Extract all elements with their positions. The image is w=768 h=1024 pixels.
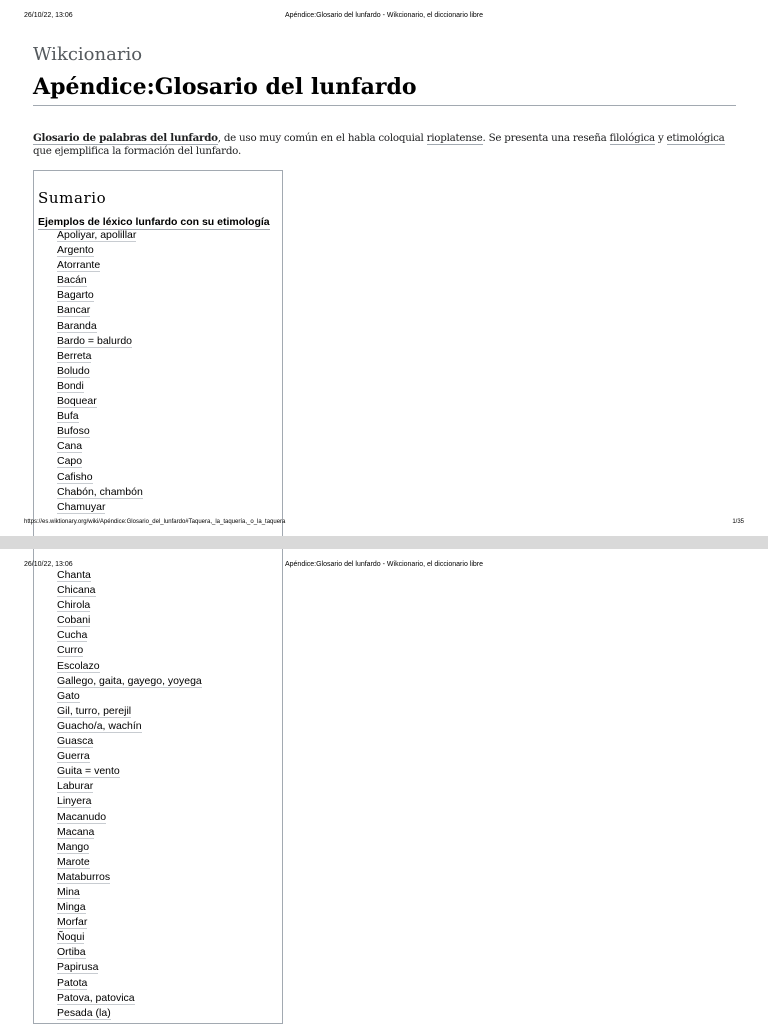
toc-item-link[interactable]: Patota [57, 976, 88, 989]
print-url: https://es.wiktionary.org/wiki/Apéndice:Glosario_del_lunfardo#Taquera,_la_taquería,_o_la_taquera [24, 519, 286, 525]
toc-item [57, 750, 202, 765]
toc-item [57, 705, 202, 720]
toc-item [57, 1007, 202, 1022]
toc-item [57, 229, 143, 244]
toc-item-link[interactable]: Papirusa [57, 961, 99, 974]
toc-list [57, 569, 202, 1022]
print-title: Apéndice:Glosario del lunfardo - Wikcionario, el diccionario libre [284, 561, 484, 568]
toc-item [57, 826, 202, 841]
toc-list [57, 229, 143, 516]
toc-item-link[interactable]: Escolazo [57, 659, 100, 672]
intro-text-4: que ejemplifica la formación del lunfardo. [33, 145, 241, 157]
toc-item [57, 274, 143, 289]
toc-item [57, 735, 202, 750]
toc-item-link[interactable]: Bagarto [57, 289, 94, 302]
toc-item-link[interactable]: Capo [57, 455, 83, 468]
toc-item [57, 992, 202, 1007]
toc-item [57, 395, 143, 410]
toc-item-link[interactable]: Marote [57, 855, 90, 868]
toc-item-link[interactable]: Mango [57, 840, 90, 853]
toc-item [57, 765, 202, 780]
toc-item-link[interactable]: Gil, turro, perejil [57, 704, 132, 717]
toc-item-link[interactable]: Boludo [57, 364, 90, 377]
toc-item-link[interactable]: Bufoso [57, 425, 90, 438]
intro-bold-link[interactable]: Glosario de palabras del lunfardo [33, 132, 218, 144]
toc-item [57, 901, 202, 916]
toc-item-link[interactable]: Boquear [57, 395, 97, 408]
toc-item-link[interactable]: Atorrante [57, 259, 101, 272]
toc-item [57, 425, 143, 440]
toc-item-link[interactable]: Macanudo [57, 810, 107, 823]
toc-item-link[interactable]: Argento [57, 244, 94, 257]
toc-item [57, 614, 202, 629]
print-date: 26/10/22, 13:06 [24, 561, 73, 568]
toc-item [57, 410, 143, 425]
toc-item [57, 365, 143, 380]
toc-item-link[interactable]: Guerra [57, 750, 90, 763]
toc-item [57, 780, 202, 795]
toc-item-link[interactable]: Gallego, gaita, gayego, yoyega [57, 674, 202, 687]
toc-item [57, 841, 202, 856]
toc-item [57, 440, 143, 455]
page-title: Apéndice:Glosario del lunfardo [33, 74, 417, 100]
toc-item-link[interactable]: Ñoqui [57, 931, 85, 944]
toc-item-link[interactable]: Macana [57, 825, 95, 838]
toc-item [57, 675, 202, 690]
toc-item-link[interactable]: Cobani [57, 614, 91, 627]
toc-item [57, 856, 202, 871]
toc-item [57, 886, 202, 901]
toc-item-link[interactable]: Pesada (la) [57, 1006, 111, 1019]
toc-item [57, 811, 202, 826]
toc-item-link[interactable]: Guacho/a, wachín [57, 719, 142, 732]
toc-item [57, 644, 202, 659]
toc-item-link[interactable]: Chabón, chambón [57, 485, 143, 498]
toc-item [57, 501, 143, 516]
toc-item [57, 380, 143, 395]
toc-item-link[interactable]: Laburar [57, 780, 94, 793]
toc-item-link[interactable]: Guita = vento [57, 765, 120, 778]
toc-item [57, 629, 202, 644]
toc-item-link[interactable]: Chicana [57, 584, 96, 597]
toc-item-link[interactable]: Morfar [57, 916, 88, 929]
toc-item-link[interactable]: Bardo = balurdo [57, 334, 133, 347]
intro-paragraph [33, 132, 743, 158]
toc-item [57, 931, 202, 946]
intro-text-1: , de uso muy común en el habla coloquial [217, 132, 427, 144]
toc-item [57, 795, 202, 810]
toc-item-link[interactable]: Guasca [57, 735, 94, 748]
toc-item-link[interactable]: Baranda [57, 319, 97, 332]
site-name[interactable]: Wikcionario [33, 44, 143, 65]
toc-item [57, 977, 202, 992]
toc-item [57, 720, 202, 735]
print-header [24, 12, 744, 24]
toc-item-link[interactable]: Minga [57, 901, 86, 914]
toc-item [57, 871, 202, 886]
toc-item-link[interactable]: Bancar [57, 304, 91, 317]
toc-item-link[interactable]: Linyera [57, 795, 92, 808]
link-filologica[interactable]: filológica [609, 132, 655, 144]
toc-item-link[interactable]: Ortiba [57, 946, 86, 959]
toc-item [57, 320, 143, 335]
toc-item [57, 946, 202, 961]
toc-item-link[interactable]: Gato [57, 689, 80, 702]
toc-item [57, 660, 202, 675]
toc-item-link[interactable]: Chamuyar [57, 500, 106, 513]
toc-item [57, 350, 143, 365]
intro-text-2: . Se presenta una reseña [482, 132, 610, 144]
toc-item-link[interactable]: Apoliyar, apolillar [57, 229, 137, 241]
toc-item [57, 471, 143, 486]
toc-item [57, 304, 143, 319]
toc-item-link[interactable]: Curro [57, 644, 84, 657]
toc-item [57, 486, 143, 501]
toc-item-link[interactable]: Bufa [57, 410, 79, 423]
toc-item [57, 599, 202, 614]
toc-item-link[interactable]: Chanta [57, 569, 91, 581]
toc-item [57, 584, 202, 599]
print-header [24, 561, 744, 573]
toc-item [57, 259, 143, 274]
toc-item-link[interactable]: Mina [57, 885, 80, 898]
toc-item [57, 961, 202, 976]
table-of-contents-continued [33, 549, 283, 1024]
title-divider [33, 105, 736, 106]
toc-item-link[interactable]: Bondi [57, 379, 84, 392]
pdf-page-2 [0, 549, 768, 1024]
toc-item [57, 916, 202, 931]
print-title: Apéndice:Glosario del lunfardo - Wikcionario, el diccionario libre [284, 12, 484, 19]
toc-item-link[interactable]: Patova, patovica [57, 991, 135, 1004]
toc-item-link[interactable]: Chirola [57, 599, 91, 612]
toc-item [57, 244, 143, 259]
toc-item-link[interactable]: Mataburros [57, 870, 111, 883]
print-footer [24, 519, 744, 529]
intro-text-3: y [654, 132, 667, 144]
toc-item [57, 455, 143, 470]
table-of-contents [33, 170, 283, 536]
print-page-number: 1/35 [732, 519, 744, 525]
toc-title: Sumario [38, 189, 107, 207]
toc-item-link[interactable]: Cafisho [57, 470, 93, 483]
toc-item [57, 289, 143, 304]
toc-item-link[interactable]: Berreta [57, 349, 92, 362]
toc-item-link[interactable]: Cana [57, 440, 83, 453]
print-date: 26/10/22, 13:06 [24, 12, 73, 19]
link-rioplatense[interactable]: rioplatense [426, 132, 483, 144]
toc-item-link[interactable]: Bacán [57, 274, 87, 287]
link-etimologica[interactable]: etimológica [666, 132, 725, 144]
toc-section-link[interactable]: Ejemplos de léxico lunfardo con su etimología [38, 216, 270, 228]
toc-item [57, 690, 202, 705]
toc-item-link[interactable]: Cucha [57, 629, 88, 642]
toc-item [57, 335, 143, 350]
